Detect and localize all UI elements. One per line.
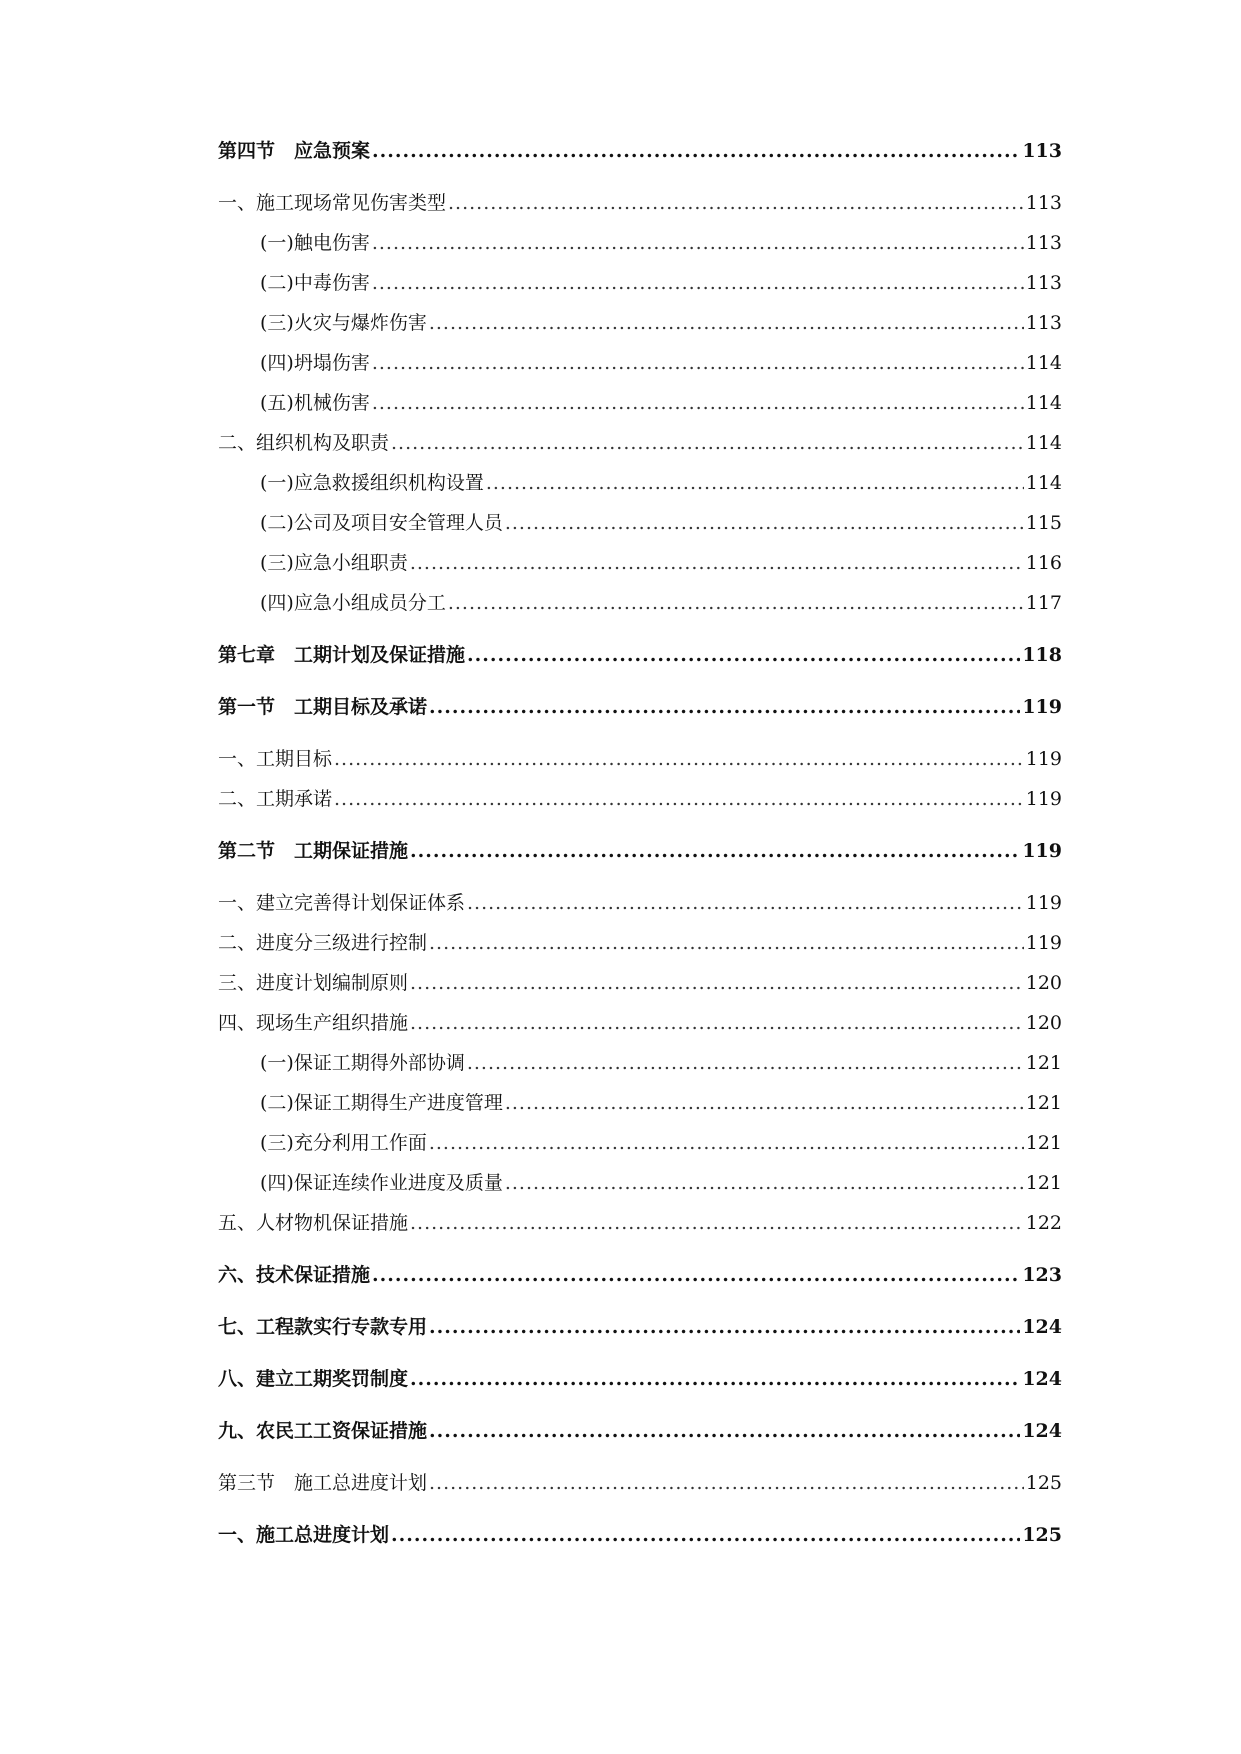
- toc-dot-leader: [410, 1368, 1020, 1390]
- toc-entry[interactable]: [218, 932, 1062, 954]
- toc-entry-title: 九、农民工工资保证措施: [218, 1420, 428, 1442]
- toc-entry-title: (二)保证工期得生产进度管理: [260, 1092, 503, 1114]
- toc-entry-title: (四)应急小组成员分工: [260, 592, 446, 614]
- toc-entry-title: 二、进度分三级进行控制: [218, 932, 428, 954]
- toc-entry-title: 第一节 工期目标及承诺: [218, 696, 428, 718]
- toc-entry[interactable]: [218, 1172, 1062, 1194]
- toc-entry-title: 六、技术保证措施: [218, 1264, 371, 1286]
- toc-page-number: 119: [1022, 840, 1062, 862]
- toc-entry[interactable]: [218, 748, 1062, 770]
- toc-entry[interactable]: [218, 512, 1062, 534]
- toc-entry-title: 第七章 工期计划及保证措施: [218, 644, 466, 666]
- toc-page-number: 121: [1025, 1092, 1062, 1114]
- toc-entry-title: 八、建立工期奖罚制度: [218, 1368, 409, 1390]
- toc-entry-title: (四)坍塌伤害: [260, 352, 370, 374]
- toc-entry-title: 第二节 工期保证措施: [218, 840, 409, 862]
- toc-page-number: 119: [1025, 788, 1062, 810]
- toc-dot-leader: [429, 1420, 1020, 1442]
- toc-entry-title: (二)中毒伤害: [260, 272, 370, 294]
- toc-page-number: 117: [1025, 592, 1062, 614]
- toc-entry[interactable]: [218, 696, 1062, 718]
- toc-dot-leader: [372, 232, 1024, 254]
- toc-dot-leader: [410, 552, 1024, 574]
- toc-page-number: 116: [1025, 552, 1062, 574]
- toc-dot-leader: [429, 1472, 1024, 1494]
- toc-page-number: 121: [1025, 1132, 1062, 1154]
- toc-entry-title: 四、现场生产组织措施: [218, 1012, 409, 1034]
- toc-entry[interactable]: [218, 552, 1062, 574]
- toc-entry[interactable]: [218, 592, 1062, 614]
- toc-entry[interactable]: [218, 232, 1062, 254]
- table-of-contents: [218, 140, 1062, 1546]
- toc-entry[interactable]: [218, 1316, 1062, 1338]
- toc-page-number: 114: [1025, 432, 1062, 454]
- toc-entry-title: 二、工期承诺: [218, 788, 333, 810]
- toc-dot-leader: [486, 472, 1024, 494]
- toc-page-number: 113: [1025, 232, 1062, 254]
- toc-page-number: 121: [1025, 1172, 1062, 1194]
- toc-page-number: 113: [1025, 272, 1062, 294]
- toc-dot-leader: [391, 432, 1024, 454]
- toc-entry-title: 第四节 应急预案: [218, 140, 371, 162]
- toc-entry-title: (二)公司及项目安全管理人员: [260, 512, 503, 534]
- toc-entry[interactable]: [218, 1212, 1062, 1234]
- toc-entry-title: (三)应急小组职责: [260, 552, 408, 574]
- toc-dot-leader: [429, 696, 1020, 718]
- toc-page-number: 119: [1025, 748, 1062, 770]
- toc-entry[interactable]: [218, 1012, 1062, 1034]
- toc-dot-leader: [391, 1524, 1020, 1546]
- toc-dot-leader: [505, 1092, 1024, 1114]
- toc-page-number: 124: [1022, 1368, 1062, 1390]
- toc-dot-leader: [334, 788, 1024, 810]
- toc-page-number: 119: [1025, 932, 1062, 954]
- toc-dot-leader: [372, 1264, 1020, 1286]
- toc-dot-leader: [429, 1132, 1024, 1154]
- toc-entry[interactable]: [218, 1472, 1062, 1494]
- toc-entry[interactable]: [218, 432, 1062, 454]
- toc-page-number: 121: [1025, 1052, 1062, 1074]
- toc-page-number: 124: [1022, 1316, 1062, 1338]
- toc-entry[interactable]: [218, 192, 1062, 214]
- toc-entry[interactable]: [218, 1368, 1062, 1390]
- toc-dot-leader: [467, 892, 1024, 914]
- toc-dot-leader: [410, 1012, 1024, 1034]
- toc-entry[interactable]: [218, 392, 1062, 414]
- toc-page-number: 119: [1022, 696, 1062, 718]
- toc-dot-leader: [372, 272, 1024, 294]
- toc-dot-leader: [372, 392, 1024, 414]
- toc-dot-leader: [410, 1212, 1024, 1234]
- toc-entry-title: 一、工期目标: [218, 748, 333, 770]
- toc-page-number: 123: [1022, 1264, 1062, 1286]
- toc-entry[interactable]: [218, 788, 1062, 810]
- toc-page-number: 120: [1025, 1012, 1062, 1034]
- toc-dot-leader: [372, 352, 1024, 374]
- toc-page-number: 120: [1025, 972, 1062, 994]
- toc-entry[interactable]: [218, 352, 1062, 374]
- toc-dot-leader: [448, 592, 1024, 614]
- toc-entry-title: (一)触电伤害: [260, 232, 370, 254]
- toc-entry-title: 三、进度计划编制原则: [218, 972, 409, 994]
- toc-page-number: 124: [1022, 1420, 1062, 1442]
- toc-page-number: 114: [1025, 352, 1062, 374]
- toc-dot-leader: [429, 1316, 1020, 1338]
- toc-page-number: 114: [1025, 472, 1062, 494]
- toc-entry-title: 一、施工现场常见伤害类型: [218, 192, 447, 214]
- toc-entry[interactable]: [218, 840, 1062, 862]
- toc-dot-leader: [410, 972, 1024, 994]
- toc-entry-title: (三)充分利用工作面: [260, 1132, 427, 1154]
- toc-page-number: 122: [1025, 1212, 1062, 1234]
- toc-entry-title: (一)保证工期得外部协调: [260, 1052, 465, 1074]
- toc-entry[interactable]: [218, 1524, 1062, 1546]
- toc-entry-title: 二、组织机构及职责: [218, 432, 390, 454]
- toc-entry[interactable]: [218, 1092, 1062, 1114]
- toc-page-number: 113: [1022, 140, 1062, 162]
- toc-page-number: 114: [1025, 392, 1062, 414]
- toc-entry[interactable]: [218, 892, 1062, 914]
- toc-entry-title: 第三节 施工总进度计划: [218, 1472, 428, 1494]
- toc-dot-leader: [505, 1172, 1024, 1194]
- toc-entry-title: (三)火灾与爆炸伤害: [260, 312, 427, 334]
- toc-dot-leader: [372, 140, 1020, 162]
- toc-dot-leader: [429, 312, 1024, 334]
- toc-dot-leader: [429, 932, 1024, 954]
- toc-entry[interactable]: [218, 312, 1062, 334]
- toc-page-number: 113: [1025, 312, 1062, 334]
- toc-entry[interactable]: [218, 140, 1062, 162]
- toc-page-number: 118: [1022, 644, 1062, 666]
- toc-entry[interactable]: [218, 972, 1062, 994]
- toc-page-number: 115: [1025, 512, 1062, 534]
- toc-entry-title: 七、工程款实行专款专用: [218, 1316, 428, 1338]
- toc-page-number: 125: [1022, 1524, 1062, 1546]
- toc-entry-title: 五、人材物机保证措施: [218, 1212, 409, 1234]
- toc-entry-title: 一、建立完善得计划保证体系: [218, 892, 466, 914]
- toc-dot-leader: [448, 192, 1024, 214]
- toc-dot-leader: [505, 512, 1024, 534]
- toc-entry[interactable]: [218, 1264, 1062, 1286]
- toc-page-number: 119: [1025, 892, 1062, 914]
- toc-entry-title: (五)机械伤害: [260, 392, 370, 414]
- toc-page-number: 125: [1025, 1472, 1062, 1494]
- toc-entry[interactable]: [218, 1052, 1062, 1074]
- toc-entry[interactable]: [218, 472, 1062, 494]
- toc-dot-leader: [334, 748, 1024, 770]
- toc-dot-leader: [467, 1052, 1024, 1074]
- toc-entry[interactable]: [218, 272, 1062, 294]
- toc-entry[interactable]: [218, 644, 1062, 666]
- toc-dot-leader: [410, 840, 1020, 862]
- toc-page-number: 113: [1025, 192, 1062, 214]
- toc-entry[interactable]: [218, 1420, 1062, 1442]
- toc-entry-title: (四)保证连续作业进度及质量: [260, 1172, 503, 1194]
- toc-entry[interactable]: [218, 1132, 1062, 1154]
- toc-entry-title: (一)应急救援组织机构设置: [260, 472, 484, 494]
- toc-entry-title: 一、施工总进度计划: [218, 1524, 390, 1546]
- toc-dot-leader: [467, 644, 1020, 666]
